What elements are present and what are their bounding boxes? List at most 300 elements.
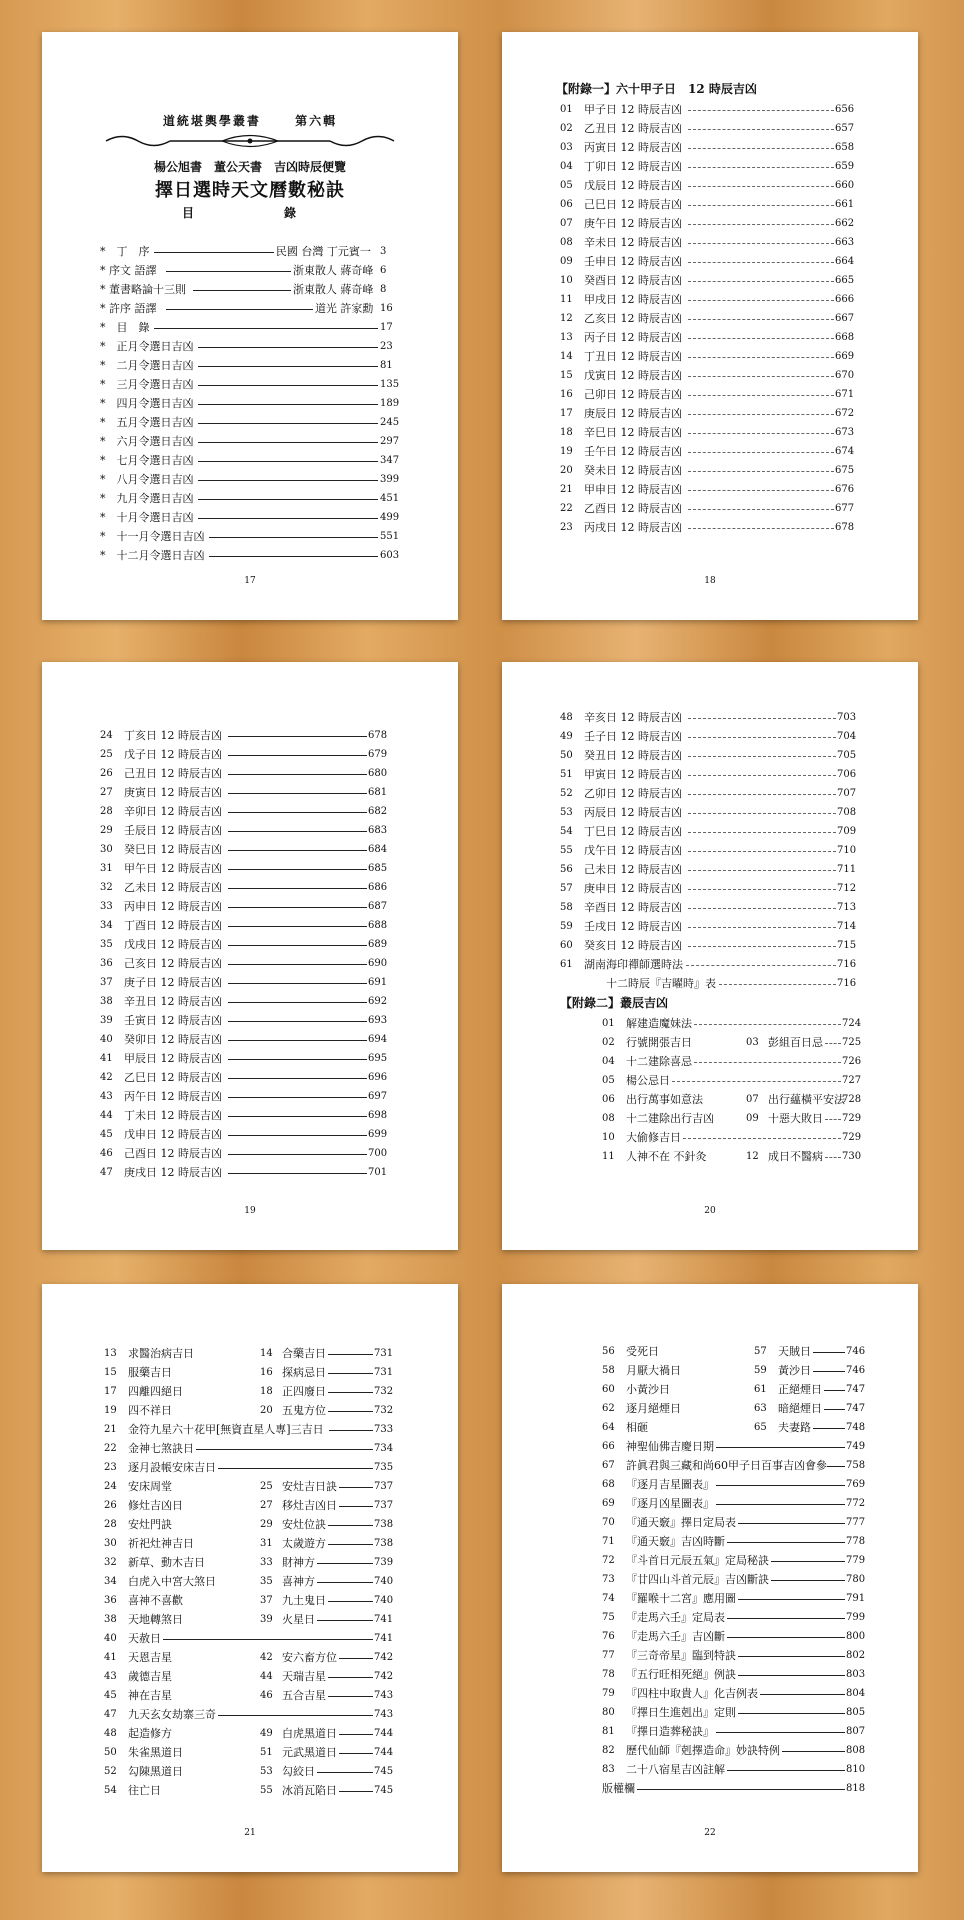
entry-label: * 十一月令選日吉凶 <box>100 530 205 543</box>
entry-number: 08 <box>602 1113 615 1124</box>
entry-number: 08 <box>560 237 573 248</box>
entry-number: 36 <box>100 958 113 969</box>
entry-author: 民國 台灣 丁元賓一 <box>275 245 371 258</box>
leader-line <box>317 1620 373 1621</box>
leader-line <box>198 385 378 386</box>
leader-line <box>228 926 367 927</box>
entry-number: 48 <box>104 1728 117 1739</box>
entry-label: 『廿四山斗首元辰』吉凶斷訣 <box>626 1573 769 1586</box>
leader-line <box>228 869 367 870</box>
leader-line <box>688 889 836 890</box>
entry-label: 辛卯日 12 時辰吉凶 <box>124 805 222 818</box>
entry-number: 40 <box>104 1633 117 1644</box>
entry-number: 52 <box>560 788 573 799</box>
page-number: 17 <box>244 576 256 586</box>
entry-number: 07 <box>560 218 573 229</box>
entry-label: 辛巳日 12 時辰吉凶 <box>584 426 682 439</box>
entry-label: 乙亥日 12 時辰吉凶 <box>584 312 682 325</box>
entry-label: 壬午日 12 時辰吉凶 <box>584 445 682 458</box>
entry-page: 451 <box>380 493 400 504</box>
leader-line <box>688 737 836 738</box>
entry-page: 664 <box>835 256 855 267</box>
entry-label: * 四月令選日吉凶 <box>100 397 194 410</box>
entry-label: 『通天竅』擇日定局表 <box>626 1516 736 1529</box>
entry-page: 729 <box>842 1113 862 1124</box>
entry-label: 戊戌日 12 時辰吉凶 <box>124 938 222 951</box>
entry-page: 810 <box>846 1764 866 1775</box>
entry-label: 神聖仙佛吉慶日期 <box>626 1440 714 1453</box>
entry-page: 696 <box>368 1072 388 1083</box>
entry-page: 663 <box>835 237 855 248</box>
entry-label: * 十二月令選日吉凶 <box>100 549 205 562</box>
toc-entry <box>42 1420 458 1439</box>
entry-page: 16 <box>380 303 393 314</box>
entry-number: 05 <box>602 1075 615 1086</box>
entry-number: 12 <box>560 313 573 324</box>
leader-line <box>738 1656 845 1657</box>
entry-label: 服藥吉日 <box>128 1366 172 1379</box>
entry-label: 安灶吉日訣 <box>282 1480 337 1493</box>
toc-entry <box>502 385 918 404</box>
entry-number: 21 <box>560 484 573 495</box>
entry-number: 27 <box>100 787 113 798</box>
leader-line <box>771 1580 845 1581</box>
toc-entry <box>502 1380 918 1399</box>
entry-number: 34 <box>104 1576 117 1587</box>
entry-page: 703 <box>837 712 857 723</box>
toc-list <box>502 100 918 537</box>
entry-label: * 三月令選日吉凶 <box>100 378 194 391</box>
entry-page: 690 <box>368 958 388 969</box>
page-number: 21 <box>244 1828 256 1838</box>
appendix-heading <box>502 80 918 99</box>
entry-label: * 目 錄 <box>100 321 150 334</box>
entry-number: 32 <box>104 1557 117 1568</box>
entry-label: 『走馬六壬』定局表 <box>626 1611 725 1624</box>
leader-line <box>228 1078 367 1079</box>
entry-page: 707 <box>837 788 857 799</box>
toc-entry <box>42 1401 458 1420</box>
entry-page: 748 <box>846 1422 866 1433</box>
entry-number: 20 <box>560 465 573 476</box>
entry-label: 辛酉日 12 時辰吉凶 <box>584 901 682 914</box>
toc-entry <box>42 299 458 318</box>
toc-entry <box>502 1456 918 1475</box>
leader-line <box>716 1485 845 1486</box>
toc-entry <box>42 1743 458 1762</box>
entry-label: 求醫治病吉日 <box>128 1347 194 1360</box>
leader-line <box>228 850 367 851</box>
entry-label: 九土鬼日 <box>282 1594 326 1607</box>
entry-label: * 許序 語譯 <box>100 302 157 315</box>
leader-line <box>688 851 836 852</box>
entry-page: 675 <box>835 465 855 476</box>
entry-page: 691 <box>368 977 388 988</box>
toc-entry <box>502 784 918 803</box>
entry-number: 33 <box>100 901 113 912</box>
leader-line <box>328 1677 373 1678</box>
toc-entry <box>42 1629 458 1648</box>
entry-page: 780 <box>846 1574 866 1585</box>
entry-page: 347 <box>380 455 400 466</box>
entry-page: 700 <box>368 1148 388 1159</box>
entry-label: 丙寅日 12 時辰吉凶 <box>584 141 682 154</box>
entry-label: 五鬼方位 <box>282 1404 326 1417</box>
entry-number: 12 <box>746 1151 759 1162</box>
leader-line <box>738 1675 845 1676</box>
book-subtitle: 楊公旭書 董公天書 吉凶時辰便覽 <box>153 160 346 174</box>
toc-entry <box>502 461 918 480</box>
entry-number: 81 <box>602 1726 615 1737</box>
toc-entry <box>42 489 458 508</box>
entry-page: 699 <box>368 1129 388 1140</box>
entry-label: 行號開張吉日 <box>626 1036 692 1049</box>
toc-entry <box>42 1534 458 1553</box>
entry-page: 733 <box>374 1424 394 1435</box>
leader-line <box>688 300 834 301</box>
entry-number: 36 <box>104 1595 117 1606</box>
entry-label: 戊申日 12 時辰吉凶 <box>124 1128 222 1141</box>
entry-label: 辛未日 12 時辰吉凶 <box>584 236 682 249</box>
entry-label: 元武黑道日 <box>282 1746 337 1759</box>
entry-number: 79 <box>602 1688 615 1699</box>
toc-entry <box>502 1627 918 1646</box>
entry-number: 05 <box>560 180 573 191</box>
entry-number: 66 <box>602 1441 615 1452</box>
leader-line <box>688 110 834 111</box>
entry-page: 399 <box>380 474 400 485</box>
entry-page: 737 <box>374 1481 394 1492</box>
entry-page: 732 <box>374 1405 394 1416</box>
entry-page: 678 <box>368 730 388 741</box>
entry-label: 楊公忌日 <box>626 1074 670 1087</box>
entry-label: * 董書略論十三則 <box>100 283 186 296</box>
entry-number: 42 <box>100 1072 113 1083</box>
entry-label: 辛丑日 12 時辰吉凶 <box>124 995 222 1008</box>
leader-line <box>738 1523 845 1524</box>
entry-label: 乙丑日 12 時辰吉凶 <box>584 122 682 135</box>
ornament-divider <box>102 130 398 152</box>
entry-label: 白虎入中宮大煞日 <box>128 1575 216 1588</box>
leader-line <box>329 1430 373 1431</box>
entry-label: 黃沙日 <box>778 1364 811 1377</box>
entry-page: 657 <box>835 123 855 134</box>
leader-line <box>228 1021 367 1022</box>
toc-entry <box>502 499 918 518</box>
entry-page: 805 <box>846 1707 866 1718</box>
entry-label: * 十月令選日吉凶 <box>100 511 194 524</box>
entry-label: 『逐月吉星圖表』 <box>626 1478 714 1491</box>
toc-entry <box>42 1068 458 1087</box>
leader-line <box>198 518 378 519</box>
entry-label: 『斗首日元辰五氣』定局秘訣 <box>626 1554 769 1567</box>
leader-line <box>694 1062 841 1063</box>
leader-line <box>825 1119 841 1120</box>
leader-line <box>672 1081 841 1082</box>
leader-line <box>228 1116 367 1117</box>
entry-number: 51 <box>260 1747 273 1758</box>
entry-label: 庚申日 12 時辰吉凶 <box>584 882 682 895</box>
toc-entry <box>42 1572 458 1591</box>
leader-line <box>738 1599 845 1600</box>
entry-page: 725 <box>842 1037 862 1048</box>
entry-page: 746 <box>846 1365 866 1376</box>
leader-line <box>193 290 291 291</box>
toc-entry <box>42 375 458 394</box>
entry-label: 壬子日 12 時辰吉凶 <box>584 730 682 743</box>
entry-page: 686 <box>368 882 388 893</box>
leader-line <box>154 328 378 329</box>
entry-page: 734 <box>374 1443 394 1454</box>
toc-entry <box>42 432 458 451</box>
toc-entry <box>502 195 918 214</box>
leader-line <box>328 1354 373 1355</box>
toc-entry <box>42 1610 458 1629</box>
leader-line <box>688 908 836 909</box>
toc-entry <box>42 1496 458 1515</box>
entry-label: 出行蘊橫平安法 <box>768 1093 845 1106</box>
leader-line <box>760 1694 845 1695</box>
entry-label: 己丑日 12 時辰吉凶 <box>124 767 222 780</box>
entry-label: 人神不在 不針灸 <box>626 1150 707 1163</box>
entry-label: 十惡大敗日 <box>768 1112 823 1125</box>
toc-entry <box>502 119 918 138</box>
entry-number: 74 <box>602 1593 615 1604</box>
leader-line <box>228 907 367 908</box>
leader-line <box>688 129 834 130</box>
toc-entry <box>42 1344 458 1363</box>
leader-line <box>198 366 378 367</box>
toc-entry <box>502 423 918 442</box>
toc-entry <box>502 404 918 423</box>
entry-page: 728 <box>842 1094 862 1105</box>
toc-entry <box>42 1439 458 1458</box>
entry-number: 53 <box>260 1766 273 1777</box>
entry-label: 丙午日 12 時辰吉凶 <box>124 1090 222 1103</box>
entry-label: 天地轉煞日 <box>128 1613 183 1626</box>
entry-page: 739 <box>374 1557 394 1568</box>
toc-entry <box>42 1049 458 1068</box>
toc-entry <box>42 764 458 783</box>
entry-page: 135 <box>380 379 400 390</box>
entry-label: 『逐月凶星圖表』 <box>626 1497 714 1510</box>
leader-line <box>824 1409 845 1410</box>
entry-number: 14 <box>260 1348 273 1359</box>
entry-label: 解建造魔妹法 <box>626 1017 692 1030</box>
entry-label: 庚午日 12 時辰吉凶 <box>584 217 682 230</box>
entry-label: 丁巳日 12 時辰吉凶 <box>584 825 682 838</box>
toc-entry <box>42 1106 458 1125</box>
page-number: 22 <box>704 1828 716 1838</box>
entry-page: 713 <box>837 902 857 913</box>
page-number: 20 <box>704 1206 716 1216</box>
entry-number: 44 <box>100 1110 113 1121</box>
entry-label: 乙卯日 12 時辰吉凶 <box>584 787 682 800</box>
entry-label: 戊寅日 12 時辰吉凶 <box>584 369 682 382</box>
entry-label: * 二月令選日吉凶 <box>100 359 194 372</box>
leader-line <box>688 946 836 947</box>
leader-line <box>688 395 834 396</box>
leader-line <box>339 1487 373 1488</box>
toc-entry <box>42 1125 458 1144</box>
entry-number: 44 <box>260 1671 273 1682</box>
entry-page: 738 <box>374 1519 394 1530</box>
entry-page: 665 <box>835 275 855 286</box>
entry-page: 689 <box>368 939 388 950</box>
entry-page: 658 <box>835 142 855 153</box>
entry-number: 43 <box>104 1671 117 1682</box>
entry-number: 20 <box>260 1405 273 1416</box>
entry-page: 802 <box>846 1650 866 1661</box>
toc-entry <box>42 840 458 859</box>
entry-number: 10 <box>602 1132 615 1143</box>
toc-entry <box>502 1052 918 1071</box>
entry-number: 68 <box>602 1479 615 1490</box>
entry-number: 06 <box>602 1094 615 1105</box>
series-name: 道統堪輿學叢書 <box>162 114 261 128</box>
entry-label: 出行萬事如意法 <box>626 1093 703 1106</box>
entry-label: 祈祀灶神吉日 <box>128 1537 194 1550</box>
toc-entry <box>502 138 918 157</box>
entry-label: 丙子日 12 時辰吉凶 <box>584 331 682 344</box>
toc-entry <box>502 366 918 385</box>
toc-entry <box>42 973 458 992</box>
entry-label: 丁亥日 12 時辰吉凶 <box>124 729 222 742</box>
leader-line <box>339 1658 373 1659</box>
entry-page: 656 <box>835 104 855 115</box>
leader-line <box>228 1040 367 1041</box>
entry-number: 47 <box>104 1709 117 1720</box>
entry-number: 26 <box>104 1500 117 1511</box>
leader-line <box>688 452 834 453</box>
entry-page: 727 <box>842 1075 862 1086</box>
entry-label: 四不祥日 <box>128 1404 172 1417</box>
entry-label: 丁未日 12 時辰吉凶 <box>124 1109 222 1122</box>
leader-line <box>824 1390 845 1391</box>
toc-entry <box>502 917 918 936</box>
entry-label: 丙申日 12 時辰吉凶 <box>124 900 222 913</box>
entry-number: 31 <box>100 863 113 874</box>
entry-number: 04 <box>560 161 573 172</box>
entry-number: 30 <box>104 1538 117 1549</box>
entry-number: 69 <box>602 1498 615 1509</box>
entry-label: 乙未日 12 時辰吉凶 <box>124 881 222 894</box>
leader-line <box>688 338 834 339</box>
leader-line <box>688 224 834 225</box>
toc-entry <box>502 1128 918 1147</box>
entry-page: 679 <box>368 749 388 760</box>
entry-number: 11 <box>602 1151 615 1162</box>
entry-label: * 七月令選日吉凶 <box>100 454 194 467</box>
entry-label: * 八月令選日吉凶 <box>100 473 194 486</box>
toc-entry <box>502 1532 918 1551</box>
entry-page: 712 <box>837 883 857 894</box>
entry-label: 金神七煞訣日 <box>128 1442 194 1455</box>
toc-entry <box>502 1014 918 1033</box>
leader-line <box>228 888 367 889</box>
leader-line <box>694 1024 841 1025</box>
entry-page: 677 <box>835 503 855 514</box>
entry-page: 681 <box>368 787 388 798</box>
entry-label: 版權欄 <box>602 1782 635 1795</box>
toc-entry <box>502 1071 918 1090</box>
leader-line <box>228 1059 367 1060</box>
leader-line <box>688 471 834 472</box>
leader-line <box>688 376 834 377</box>
entry-label: 金符九星六十花甲[無資直星人專]三吉日 <box>128 1423 324 1436</box>
entry-page: 660 <box>835 180 855 191</box>
entry-label: 喜神方 <box>282 1575 315 1588</box>
entry-page: 799 <box>846 1612 866 1623</box>
leader-line <box>688 718 836 719</box>
leader-line <box>228 831 367 832</box>
entry-label: 丁卯日 12 時辰吉凶 <box>584 160 682 173</box>
entry-page: 778 <box>846 1536 866 1547</box>
entry-number: 82 <box>602 1745 615 1756</box>
leader-line <box>166 271 291 272</box>
toc-heading: 目 錄 <box>181 206 318 220</box>
entry-page: 726 <box>842 1056 862 1067</box>
entry-page: 731 <box>374 1367 394 1378</box>
entry-number: 37 <box>100 977 113 988</box>
entry-page: 708 <box>837 807 857 818</box>
entry-label: 十二建除出行吉凶 <box>626 1112 714 1125</box>
entry-number: 02 <box>560 123 573 134</box>
book-title: 擇日選時天文曆數秘訣 <box>155 180 345 201</box>
toc-entry <box>502 271 918 290</box>
leader-line <box>719 984 836 985</box>
toc-entry <box>502 1760 918 1779</box>
entry-page: 81 <box>380 360 393 371</box>
leader-line <box>716 1447 845 1448</box>
entry-label: * 五月令選日吉凶 <box>100 416 194 429</box>
toc-entry <box>502 1513 918 1532</box>
toc-entry <box>502 841 918 860</box>
leader-line <box>317 1772 373 1773</box>
entry-number: 75 <box>602 1612 615 1623</box>
entry-label: 戊午日 12 時辰吉凶 <box>584 844 682 857</box>
leader-line <box>209 537 378 538</box>
page-number: 18 <box>704 576 716 586</box>
toc-entry <box>42 726 458 745</box>
leader-line <box>198 499 378 500</box>
entry-number: 59 <box>754 1365 767 1376</box>
entry-page: 747 <box>846 1403 866 1414</box>
entry-number: 83 <box>602 1764 615 1775</box>
entry-label: 『擇日造葬秘訣』 <box>626 1725 714 1738</box>
leader-line <box>198 423 378 424</box>
toc-entry <box>42 897 458 916</box>
leader-line <box>154 252 274 253</box>
toc-entry <box>42 1363 458 1382</box>
toc-list <box>502 1014 918 1166</box>
entry-label: * 六月令選日吉凶 <box>100 435 194 448</box>
entry-label: 乙巳日 12 時辰吉凶 <box>124 1071 222 1084</box>
toc-entry <box>502 347 918 366</box>
entry-label: 合藥吉日 <box>282 1347 326 1360</box>
entry-number: 33 <box>260 1557 273 1568</box>
entry-label: 火星日 <box>282 1613 315 1626</box>
entry-number: 28 <box>100 806 113 817</box>
entry-number: 54 <box>560 826 573 837</box>
entry-page: 669 <box>835 351 855 362</box>
entry-label: 彭組百日忌 <box>768 1036 823 1049</box>
entry-label: 『四柱中取貴人』化吉例表 <box>626 1687 758 1700</box>
toc-entry <box>502 898 918 917</box>
toc-entry <box>502 1703 918 1722</box>
leader-line <box>198 480 378 481</box>
entry-label: 往亡日 <box>128 1784 161 1797</box>
